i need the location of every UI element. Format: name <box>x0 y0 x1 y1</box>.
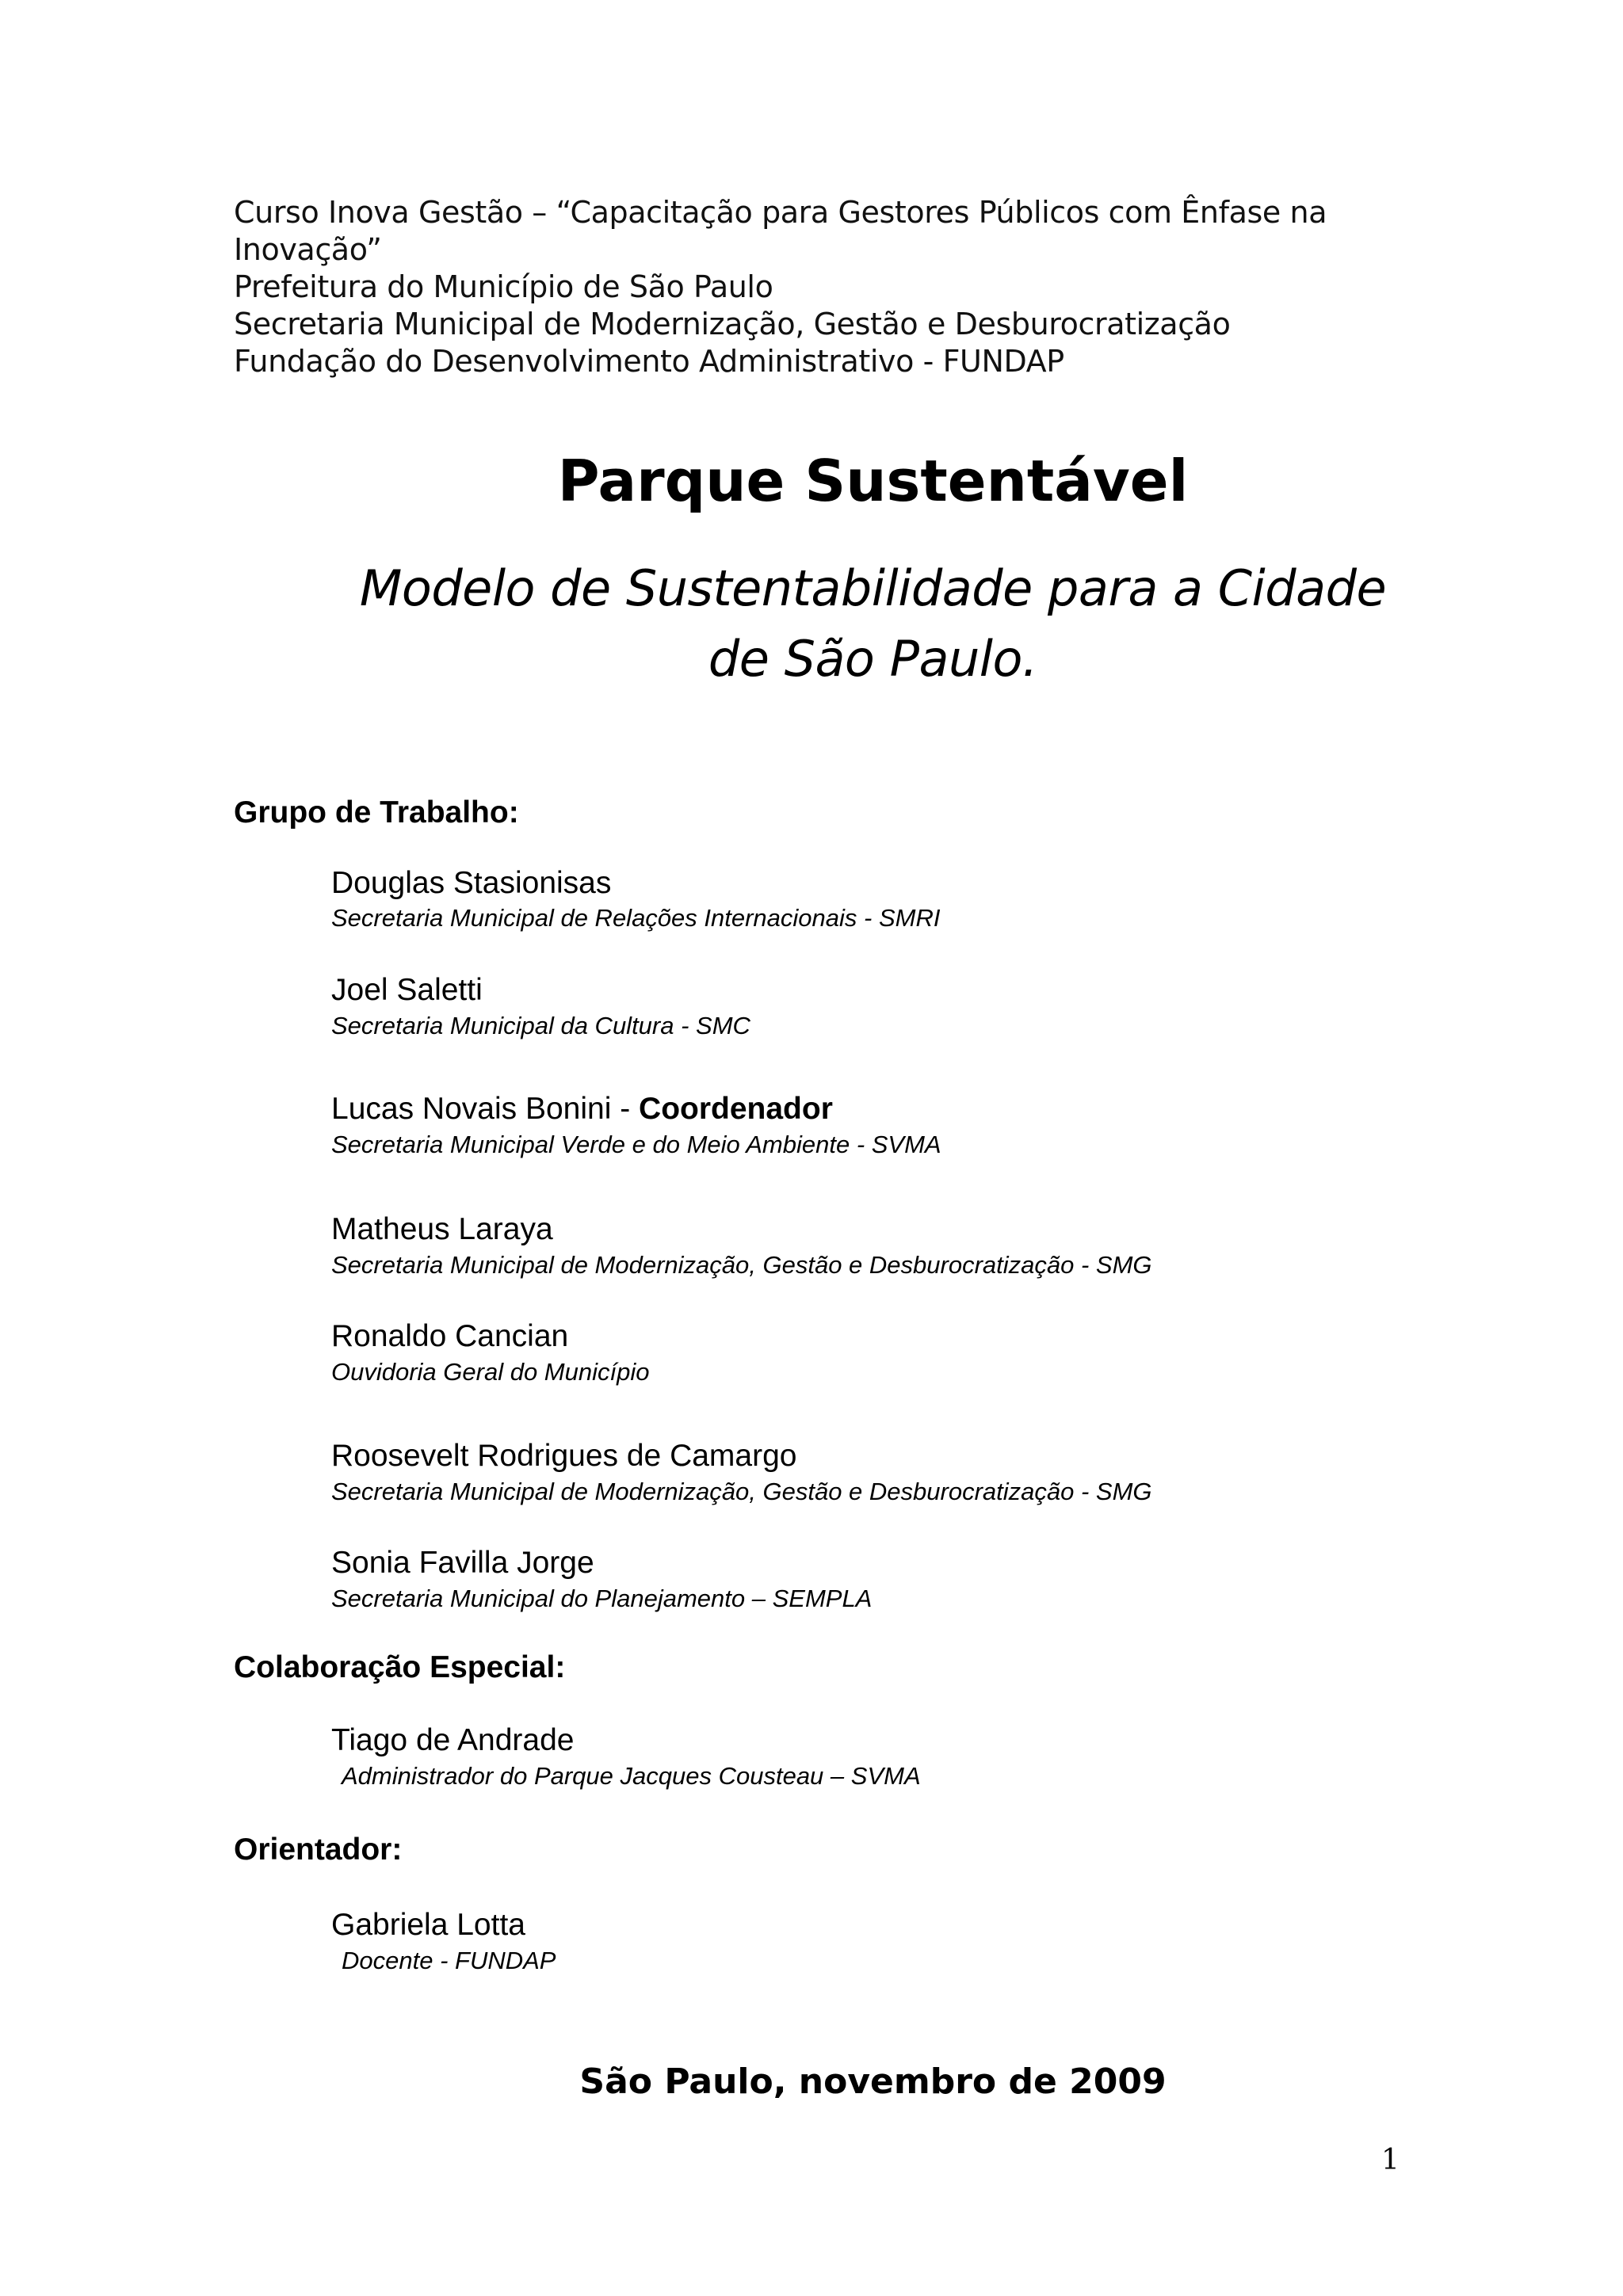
advisor-name: Gabriela Lotta <box>331 1908 525 1942</box>
document-title: Parque Sustentável <box>557 448 1189 514</box>
member-name-text: Lucas Novais Bonini - <box>331 1092 640 1126</box>
advisor-org: Docente - FUNDAP <box>342 1947 556 1974</box>
collaborator-name: Tiago de Andrade <box>331 1723 575 1757</box>
member-name: Douglas Stasionisas <box>331 866 612 900</box>
member-org: Secretaria Municipal Verde e do Meio Ambiente - SVMA <box>331 1131 941 1158</box>
header-line-secretaria: Secretaria Municipal de Modernização, Gestão e Desburocratização <box>234 307 1231 341</box>
member-name: Matheus Laraya <box>331 1212 553 1246</box>
header-line-course: Curso Inova Gestão – “Capacitação para Gestores Públicos com Ênfase na <box>234 195 1327 230</box>
member-name: Sonia Favilla Jorge <box>331 1546 594 1580</box>
document-subtitle-line2: de São Paulo. <box>708 630 1038 688</box>
header-line-prefeitura: Prefeitura do Município de São Paulo <box>234 269 773 304</box>
document-date: São Paulo, novembro de 2009 <box>579 2061 1167 2102</box>
collaborator-org: Administrador do Parque Jacques Cousteau – SVMA <box>342 1762 921 1790</box>
member-org: Secretaria Municipal de Modernização, Gestão e Desburocratização - SMG <box>331 1478 1152 1505</box>
working-group-heading: Grupo de Trabalho: <box>234 795 519 830</box>
member-org: Secretaria Municipal de Modernização, Gestão e Desburocratização - SMG <box>331 1251 1152 1279</box>
member-name: Roosevelt Rodrigues de Camargo <box>331 1439 797 1473</box>
advisor-heading: Orientador: <box>234 1833 403 1867</box>
member-name: Ronaldo Cancian <box>331 1319 569 1353</box>
page-number: 1 <box>1381 2144 1400 2176</box>
coordinator-role-label: Coordenador <box>639 1092 833 1126</box>
member-name: Joel Saletti <box>331 973 483 1007</box>
member-org: Secretaria Municipal de Relações Internacionais - SMRI <box>331 904 941 932</box>
header-line-fundap: Fundação do Desenvolvimento Administrativo - FUNDAP <box>234 344 1064 379</box>
special-collaboration-heading: Colaboração Especial: <box>234 1650 566 1684</box>
member-org: Ouvidoria Geral do Município <box>331 1358 650 1386</box>
member-org: Secretaria Municipal da Cultura - SMC <box>331 1012 750 1039</box>
document-subtitle-line1: Modelo de Sustentabilidade para a Cidade <box>359 559 1387 617</box>
member-name-coordinator <box>331 1092 833 1127</box>
member-org: Secretaria Municipal do Planejamento – SEMPLA <box>331 1585 873 1612</box>
header-line-course-cont: Inovação” <box>234 232 382 267</box>
